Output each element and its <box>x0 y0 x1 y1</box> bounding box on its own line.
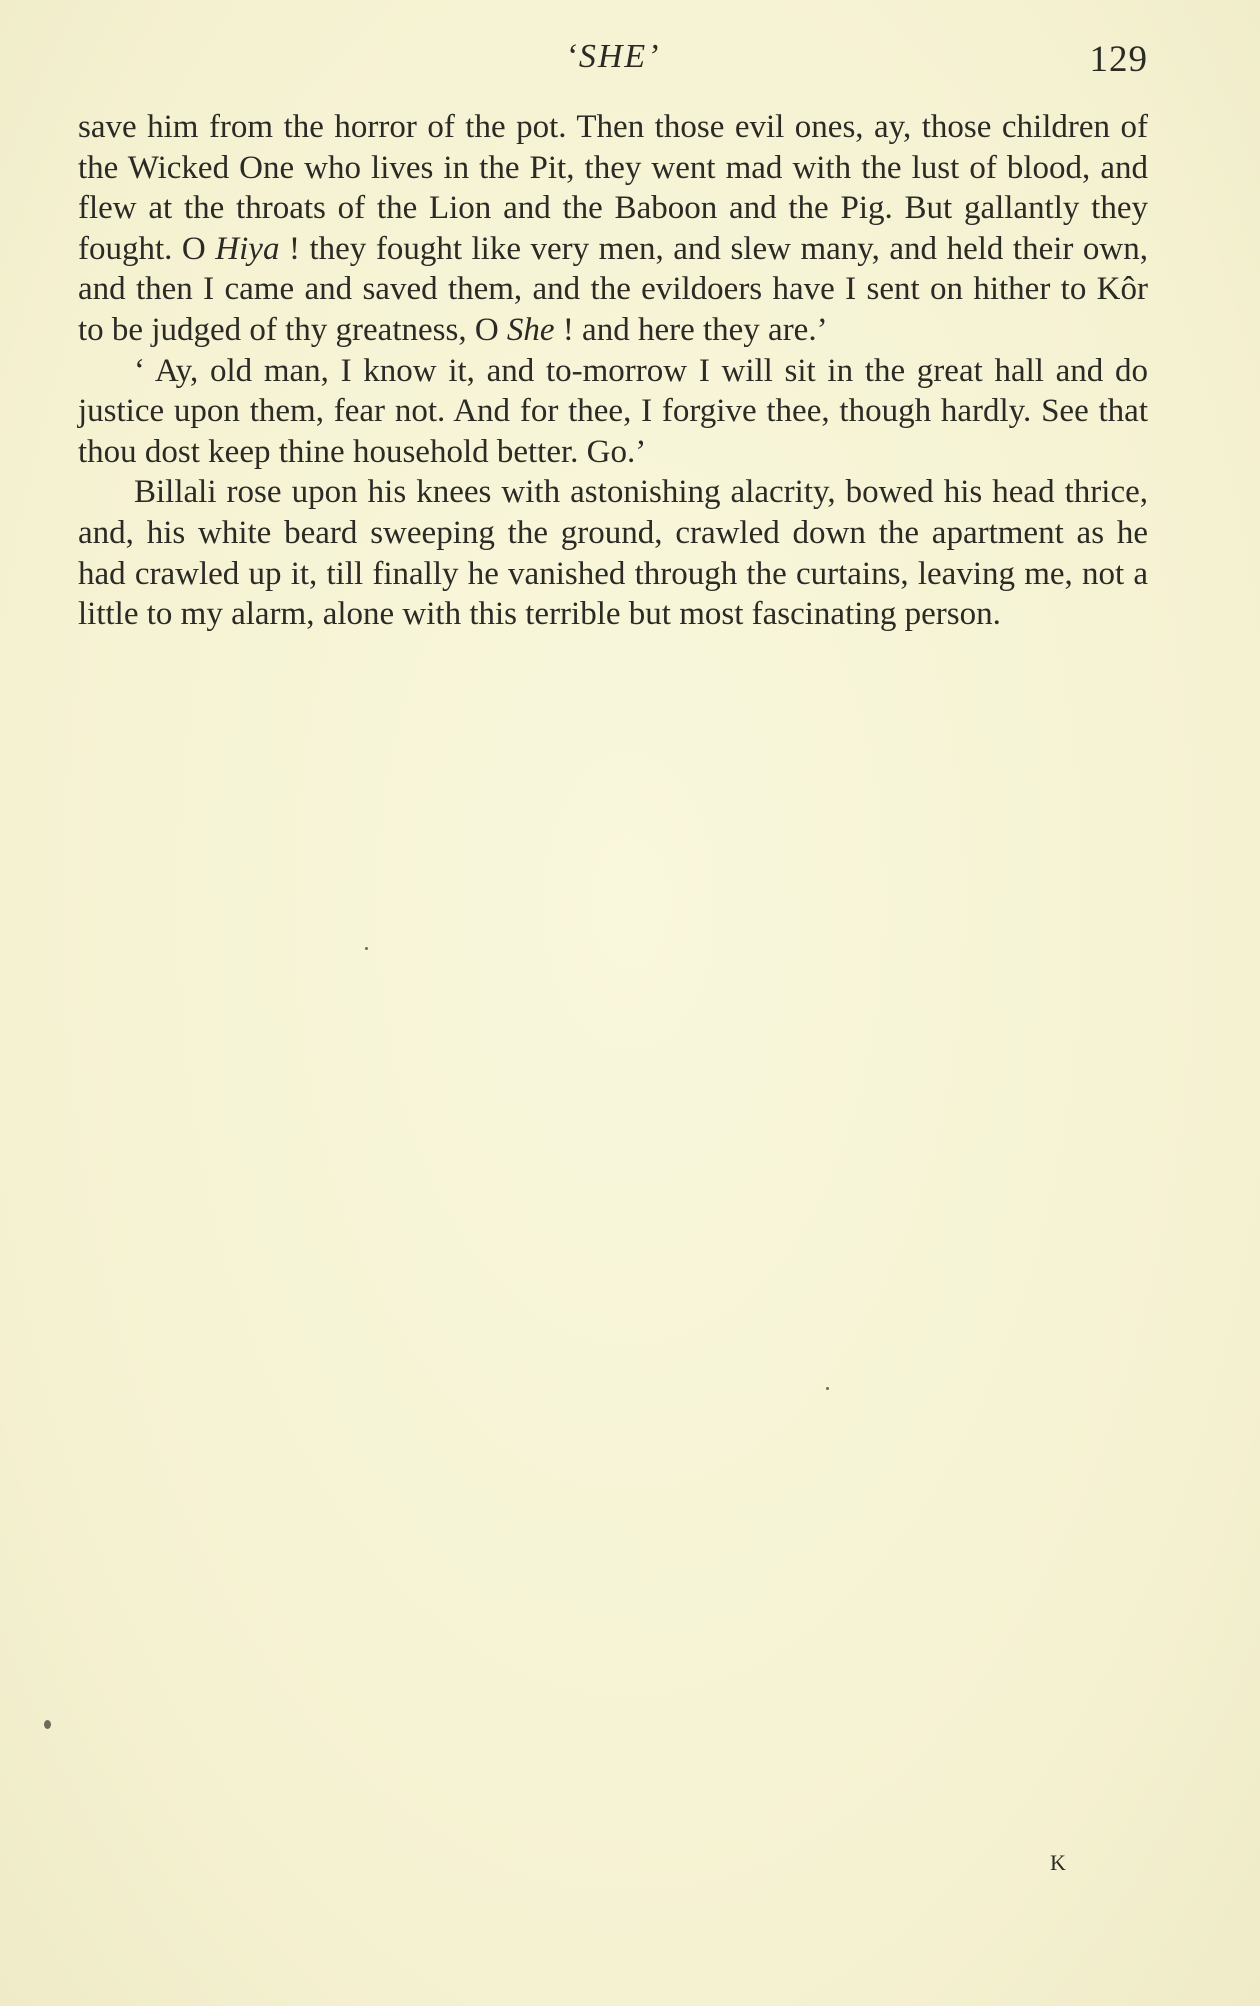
page-header <box>78 38 1148 92</box>
paragraph-1-part-1: save him from the horror of the pot. Then those evil ones, ay, those children of the Wicked One who lives in the Pit, they went mad with the lust of blood, and flew at the throats of the Lion and the Baboon and the Pig. But gallantly they fought. O <box>78 109 1148 267</box>
signature-mark: K <box>1050 1850 1067 1875</box>
paper-speck <box>44 1720 51 1729</box>
paragraph-3: Billali rose upon his knees with astonishing alacrity, bowed his head thrice, and, his white beard sweeping the ground, crawled down the apartment as he had crawled up it, till finally he vanished through the curtains, leaving me, not a little to my alarm, alone with this terrible but most fascinating person. <box>78 474 1148 633</box>
page-number: 129 <box>1089 39 1148 80</box>
paragraph-1 <box>78 107 1148 351</box>
paragraph-1-part-3: ! and here they are.’ <box>554 311 828 348</box>
running-title: ‘SHE’ <box>565 38 661 75</box>
paragraph-1-italic-she: She <box>506 311 555 348</box>
paragraph-1-italic-hiya: Hiya <box>215 230 280 267</box>
paragraph-1-part-2: ! they fought like very men, and slew many, and held their own, and then I came and saved them, and the evildoers have I sent on hither to Kôr to be judged of thy greatness, O <box>78 230 1148 348</box>
paper-speck <box>826 1387 829 1390</box>
paper-speck <box>365 947 368 950</box>
paragraph-2: ‘ Ay, old man, I know it, and to-morrow I will sit in the great hall and do justice upon them, fear not. And for thee, I forgive thee, though hardly. See that thou dost keep thine household better. Go.’ <box>78 352 1148 470</box>
body-text <box>78 107 1148 635</box>
